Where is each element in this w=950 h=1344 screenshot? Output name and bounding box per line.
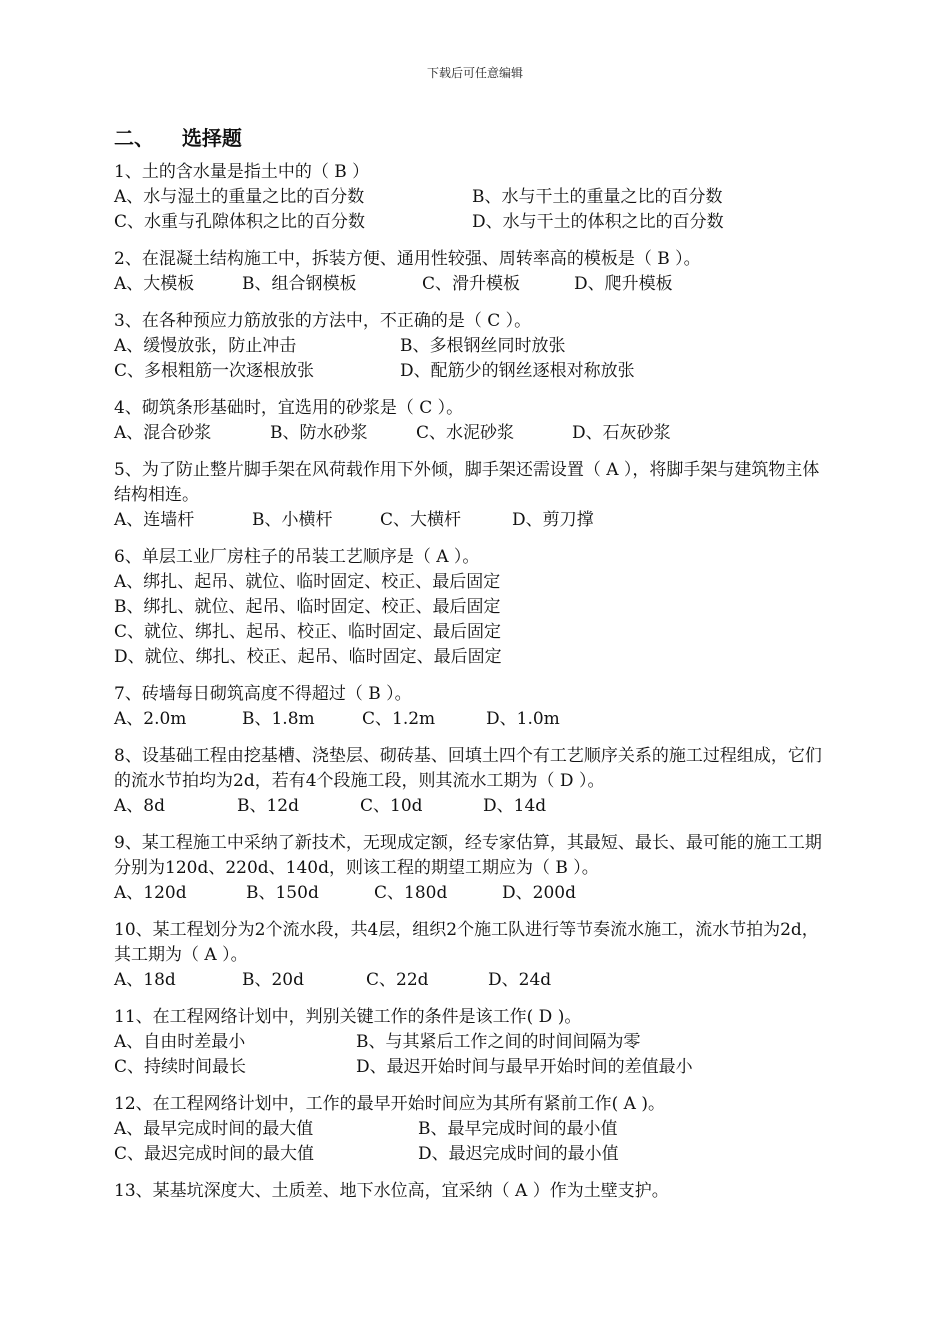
- answer-option: A、缓慢放张，防止冲击: [114, 336, 297, 356]
- question-item: [114, 1005, 830, 1080]
- option-row: [114, 508, 830, 533]
- answer-option: B、防水砂浆: [270, 423, 368, 443]
- answer-option: C、水重与孔隙体积之比的百分数: [114, 212, 366, 232]
- answer-option: C、水泥砂浆: [416, 423, 515, 443]
- answer-option: A、120d: [114, 883, 187, 903]
- answer-option: C、多根粗筋一次逐根放张: [114, 361, 315, 381]
- option-row: [114, 620, 830, 645]
- answer-option: C、大横杆: [380, 510, 462, 530]
- answer-option: C、最迟完成时间的最大值: [114, 1144, 315, 1164]
- option-row: [114, 334, 830, 359]
- option-row: [114, 794, 830, 819]
- answer-option: A、大模板: [114, 274, 195, 294]
- answer-option: B、150d: [246, 883, 319, 903]
- answer-option: B、20d: [242, 970, 305, 990]
- answer-option: D、水与干土的体积之比的百分数: [472, 212, 724, 232]
- question-item: [114, 682, 830, 732]
- answer-option: B、1.8m: [242, 709, 315, 729]
- question-stem: 4、砌筑条形基础时，宜选用的砂浆是（ C ）。: [114, 398, 464, 418]
- answer-option: B、多根钢丝同时放张: [400, 336, 566, 356]
- question-item: [114, 396, 830, 446]
- section-title: [114, 122, 242, 151]
- answer-option: D、1.0m: [486, 709, 560, 729]
- option-row: [114, 421, 830, 446]
- answer-option: D、石灰砂浆: [572, 423, 671, 443]
- question-item: [114, 1092, 830, 1167]
- question-item: [114, 545, 830, 670]
- question-item: [114, 247, 830, 297]
- answer-option: A、水与湿土的重量之比的百分数: [114, 187, 365, 207]
- answer-option: D、24d: [488, 970, 552, 990]
- question-stem: 2、在混凝土结构施工中，拆装方便、通用性较强、周转率高的模板是（ B ）。: [114, 249, 701, 269]
- answer-option: D、爬升模板: [574, 274, 673, 294]
- option-row: [114, 707, 830, 732]
- question-stem: 3、在各种预应力筋放张的方法中，不正确的是（ C ）。: [114, 311, 532, 331]
- option-row: [114, 1142, 830, 1167]
- question-list: [114, 160, 830, 1216]
- question-stem: 11、在工程网络计划中，判别关键工作的条件是该工作( D )。: [114, 1007, 582, 1027]
- section-title-text: 选择题: [181, 126, 242, 150]
- answer-option: B、小横杆: [252, 510, 333, 530]
- option-row: [114, 881, 830, 906]
- answer-option: A、8d: [114, 796, 165, 816]
- answer-option: D、配筋少的钢丝逐根对称放张: [400, 361, 635, 381]
- answer-option: D、最迟开始时间与最早开始时间的差值最小: [356, 1057, 693, 1077]
- answer-option: A、18d: [114, 970, 176, 990]
- option-row: [114, 359, 830, 384]
- question-item: [114, 458, 830, 533]
- question-item: [114, 160, 830, 235]
- answer-option: B、组合钢模板: [242, 274, 357, 294]
- answer-option: C、就位、绑扎、起吊、校正、临时固定、最后固定: [114, 622, 502, 642]
- question-item: [114, 309, 830, 384]
- answer-option: C、10d: [360, 796, 423, 816]
- answer-option: D、剪刀撑: [512, 510, 594, 530]
- answer-option: A、2.0m: [114, 709, 187, 729]
- question-stem: 1、土的含水量是指土中的（ B ）: [114, 162, 370, 182]
- question-item: [114, 744, 830, 819]
- option-row: [114, 185, 830, 210]
- answer-option: C、180d: [374, 883, 448, 903]
- answer-option: A、自由时差最小: [114, 1032, 246, 1052]
- option-row: [114, 210, 830, 235]
- answer-option: D、14d: [483, 796, 547, 816]
- answer-option: A、绑扎、起吊、就位、临时固定、校正、最后固定: [114, 572, 501, 592]
- question-item: [114, 1179, 830, 1204]
- question-stem: 13、某基坑深度大、土质差、地下水位高，宜采纳（ A ）作为土壁支护。: [114, 1181, 669, 1201]
- option-row: [114, 1055, 830, 1080]
- answer-option: D、最迟完成时间的最小值: [418, 1144, 619, 1164]
- answer-option: A、连墙杆: [114, 510, 195, 530]
- question-item: [114, 918, 830, 993]
- answer-option: B、绑扎、就位、起吊、临时固定、校正、最后固定: [114, 597, 501, 617]
- answer-option: B、最早完成时间的最小值: [418, 1119, 618, 1139]
- option-row: [114, 1117, 830, 1142]
- question-stem: 5、为了防止整片脚手架在风荷载作用下外倾，脚手架还需设置（ A ），将脚手架与建筑物主体结构相连。: [114, 460, 820, 505]
- answer-option: C、滑升模板: [422, 274, 521, 294]
- question-stem: 9、某工程施工中采纳了新技术，无现成定额，经专家估算，其最短、最长、最可能的施工工期分别为120d、220d、140d，则该工程的期望工期应为（ B ）。: [114, 833, 822, 878]
- option-row: [114, 645, 830, 670]
- section-number: 二、: [114, 126, 154, 150]
- answer-option: B、与其紧后工作之间的时间间隔为零: [356, 1032, 641, 1052]
- question-stem: 8、设基础工程由挖基槽、浇垫层、砌砖基、回填土四个有工艺顺序关系的施工过程组成，它们的流水节拍均为2d，若有4个段施工段，则其流水工期为（ D ）。: [114, 746, 822, 791]
- header-note: 下载后可任意编辑: [426, 66, 523, 80]
- question-stem: 10、某工程划分为2个流水段，共4层，组织2个施工队进行等节奏流水施工，流水节拍为2d，其工期为（ A ）。: [114, 920, 819, 965]
- option-row: [114, 570, 830, 595]
- option-row: [114, 968, 830, 993]
- question-stem: 7、砖墙每日砌筑高度不得超过（ B ）。: [114, 684, 412, 704]
- answer-option: A、混合砂浆: [114, 423, 212, 443]
- answer-option: B、12d: [237, 796, 300, 816]
- answer-option: B、水与干土的重量之比的百分数: [472, 187, 723, 207]
- option-row: [114, 1030, 830, 1055]
- option-row: [114, 595, 830, 620]
- answer-option: C、持续时间最长: [114, 1057, 247, 1077]
- answer-option: C、1.2m: [362, 709, 436, 729]
- question-item: [114, 831, 830, 906]
- answer-option: C、22d: [366, 970, 429, 990]
- option-row: [114, 272, 830, 297]
- answer-option: D、就位、绑扎、校正、起吊、临时固定、最后固定: [114, 647, 502, 667]
- question-stem: 12、在工程网络计划中，工作的最早开始时间应为其所有紧前工作( A )。: [114, 1094, 665, 1114]
- answer-option: D、200d: [502, 883, 576, 903]
- question-stem: 6、单层工业厂房柱子的吊装工艺顺序是（ A ）。: [114, 547, 480, 567]
- answer-option: A、最早完成时间的最大值: [114, 1119, 314, 1139]
